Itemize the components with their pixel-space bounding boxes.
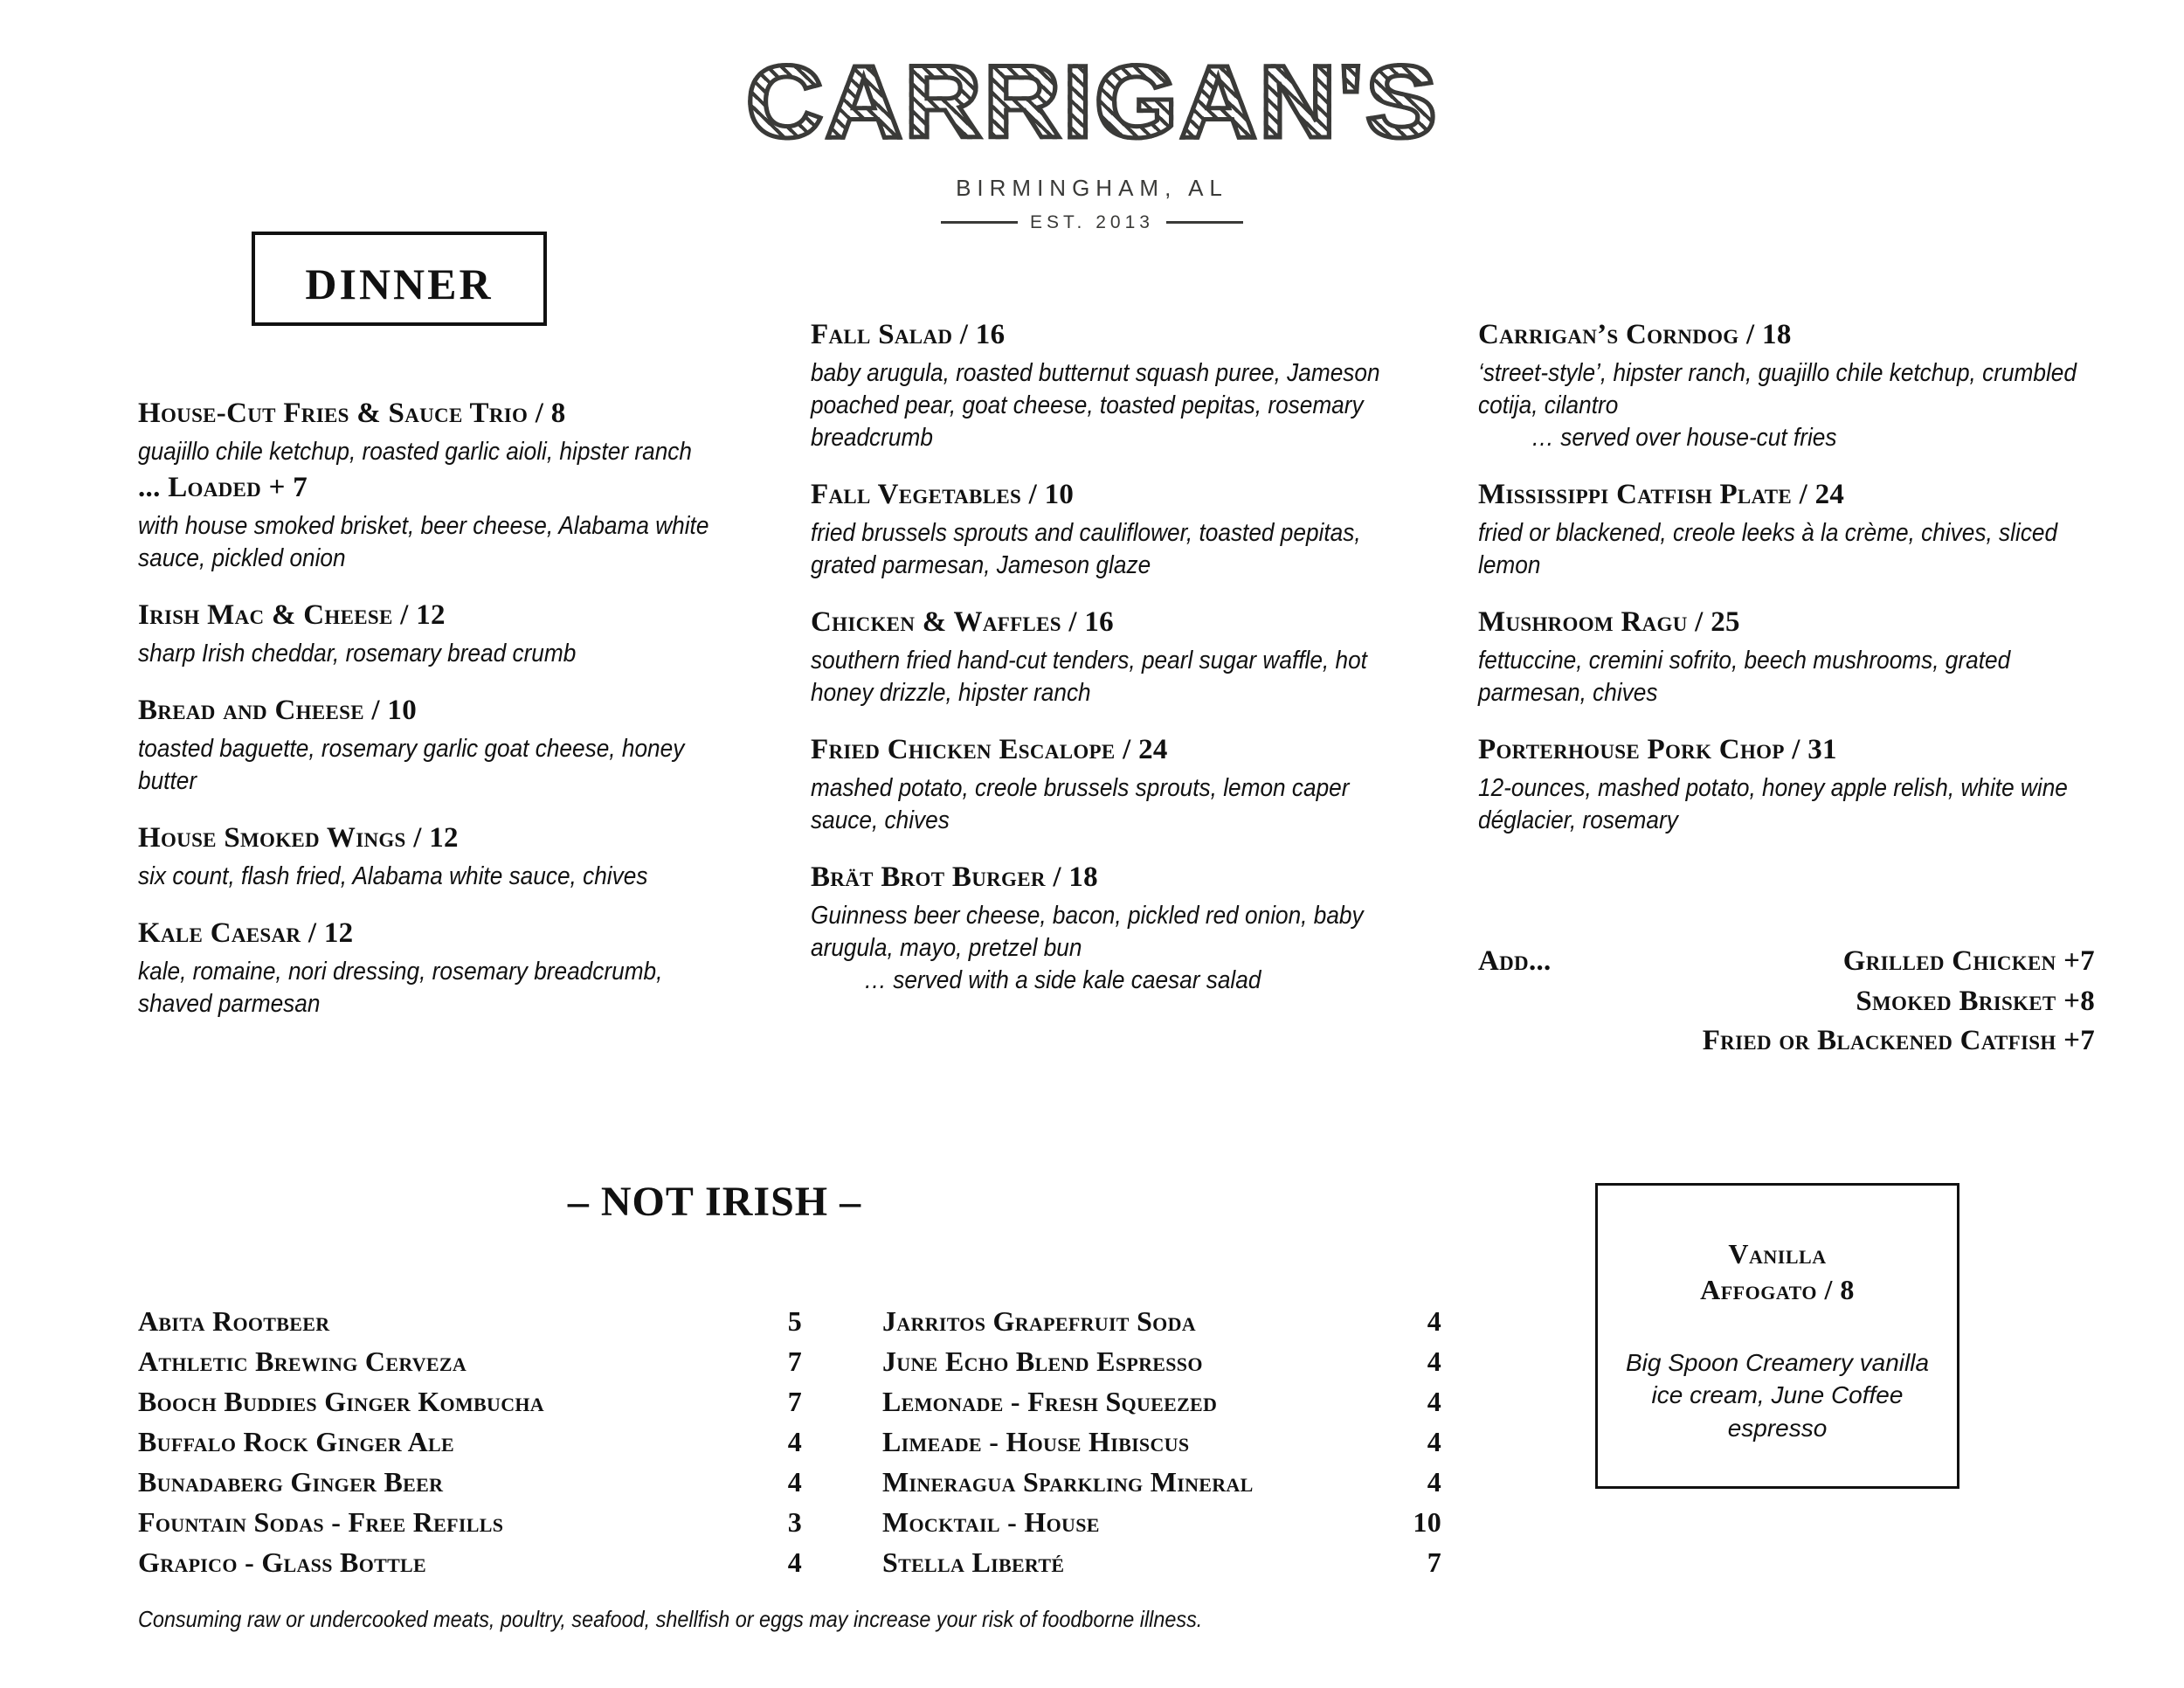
menu-item — [811, 734, 1387, 837]
drink-price: 10 — [1413, 1506, 1441, 1539]
drink-row — [882, 1462, 1441, 1502]
drink-price: 7 — [787, 1346, 802, 1378]
menu-column-right — [1478, 319, 2090, 837]
drink-name: Jarritos Grapefruit Soda — [882, 1305, 1196, 1337]
logo-established-row — [0, 212, 2184, 233]
addon-item: Fried or Blackened Catfish +7 — [1702, 1025, 2095, 1057]
dinner-label: DINNER — [305, 259, 494, 308]
drink-row — [138, 1462, 802, 1502]
menu-item-description: fried brussels sprouts and cauliflower, toasted pepitas, grated parmesan, Jameson glaze — [811, 519, 1361, 580]
menu-item-title: Kale Caesar / 12 — [138, 917, 354, 950]
menu-item — [138, 822, 741, 893]
drink-row — [138, 1381, 802, 1422]
addons-section — [1478, 942, 2095, 1062]
drink-row — [138, 1422, 802, 1462]
drink-price: 3 — [787, 1506, 802, 1539]
drink-name: Mocktail - House — [882, 1506, 1100, 1539]
drink-price: 7 — [787, 1386, 802, 1418]
menu-item-description: baby arugula, roasted butternut squash puree, Jameson poached pear, goat cheese, toasted pepitas, rosemary breadcrumb — [811, 358, 1380, 453]
drink-name: June Echo Blend Espresso — [882, 1346, 1203, 1378]
logo-wordmark: CARRIGAN'S — [745, 45, 1439, 160]
menu-item-description — [1478, 357, 2090, 454]
menu-item-description-main: ‘street-style’, hipster ranch, guajillo chile ketchup, crumbled cotija, cilantro — [1478, 358, 2077, 419]
drink-name: Bunadaberg Ginger Beer — [138, 1466, 444, 1498]
menu-item-description: six count, flash fried, Alabama white sauce, chives — [138, 862, 648, 891]
dinner-section-badge — [252, 232, 547, 326]
drink-name: Fountain Sodas - Free Refills — [138, 1506, 504, 1539]
menu-item-subtitle: ... Loaded + 7 — [138, 472, 308, 503]
drink-name: Mineragua Sparkling Mineral — [882, 1466, 1254, 1498]
drink-row — [138, 1542, 802, 1582]
menu-item-title: Porterhouse Pork Chop / 31 — [1478, 734, 1837, 766]
drink-price: 4 — [787, 1546, 802, 1579]
menu-item — [811, 319, 1387, 454]
drink-row — [882, 1381, 1441, 1422]
drink-name: Lemonade - Fresh Squeezed — [882, 1386, 1218, 1418]
menu-item-description: mashed potato, creole brussels sprouts, lemon caper sauce, chives — [811, 774, 1350, 835]
menu-item-sub-description: with house smoked brisket, beer cheese, Alabama white sauce, pickled onion — [138, 512, 709, 573]
menu-item-description-note: … served over house-cut fries — [1531, 424, 1837, 453]
menu-item-title: Carrigan’s Corndog / 18 — [1478, 319, 1792, 350]
menu-item-title: Chicken & Waffles / 16 — [811, 606, 1114, 639]
menu-item — [811, 606, 1387, 709]
menu-item-title: Bread and Cheese / 10 — [138, 695, 418, 727]
dessert-title-line2: Affogato / 8 — [1700, 1273, 1855, 1305]
menu-column-middle — [811, 319, 1387, 997]
menu-item-title: House Smoked Wings / 12 — [138, 822, 459, 854]
menu-item-title: Mushroom Ragu / 25 — [1478, 606, 1740, 639]
menu-item-description — [811, 900, 1387, 997]
menu-item — [138, 398, 741, 575]
menu-item — [1478, 606, 2090, 709]
drink-name: Abita Rootbeer — [138, 1305, 330, 1337]
menu-item — [811, 479, 1387, 582]
menu-item-description-main: Guinness beer cheese, bacon, pickled red onion, baby arugula, mayo, pretzel bun — [811, 902, 1364, 963]
menu-item-description: 12-ounces, mashed potato, honey apple relish, white wine déglacier, rosemary — [1478, 774, 2068, 835]
drink-name: Buffalo Rock Ginger Ale — [138, 1426, 454, 1458]
drink-price: 4 — [787, 1426, 802, 1458]
menu-item-description: guajillo chile ketchup, roasted garlic aioli, hipster ranch — [138, 437, 692, 466]
dessert-description: Big Spoon Creamery vanilla ice cream, June Coffee espresso — [1625, 1348, 1930, 1442]
menu-item-description: kale, romaine, nori dressing, rosemary breadcrumb, shaved parmesan — [138, 958, 663, 1019]
logo-established: EST. 2013 — [1030, 211, 1154, 232]
drink-row — [882, 1422, 1441, 1462]
addons-lead-label: Add... — [1478, 945, 1552, 977]
menu-item-title: Brät Brot Burger / 18 — [811, 861, 1098, 894]
dessert-callout-box — [1595, 1183, 1959, 1489]
drink-price: 7 — [1427, 1546, 1441, 1579]
menu-item — [138, 695, 741, 798]
drink-price: 4 — [1427, 1426, 1441, 1458]
drink-row — [882, 1502, 1441, 1542]
drink-row — [882, 1341, 1441, 1381]
menu-item — [138, 917, 741, 1020]
drinks-list-right — [882, 1301, 1441, 1583]
drink-row — [882, 1542, 1441, 1582]
menu-item-description: sharp Irish cheddar, rosemary bread crumb — [138, 640, 577, 668]
drink-row — [882, 1301, 1441, 1341]
menu-item-title: House-Cut Fries & Sauce Trio / 8 — [138, 398, 566, 429]
menu-item-title: Irish Mac & Cheese / 12 — [138, 599, 446, 632]
drink-name: Booch Buddies Ginger Kombucha — [138, 1386, 544, 1418]
menu-item-title: Mississippi Catfish Plate / 24 — [1478, 479, 1845, 511]
drink-name: Limeade - House Hibiscus — [882, 1426, 1190, 1458]
restaurant-logo — [0, 45, 2184, 233]
logo-city: BIRMINGHAM, AL — [956, 174, 1228, 201]
drink-price: 4 — [1427, 1466, 1441, 1498]
drink-row — [138, 1502, 802, 1542]
allergen-disclaimer: Consuming raw or undercooked meats, poultry, seafood, shellfish or eggs may increase your risk of foodborne illness. — [138, 1606, 1203, 1632]
dessert-title-line1: Vanilla — [1728, 1238, 1827, 1269]
menu-item-description: southern fried hand-cut tenders, pearl sugar waffle, hot honey drizzle, hipster ranch — [811, 647, 1367, 708]
addon-item: Smoked Brisket +8 — [1856, 985, 2095, 1017]
menu-item-description: fried or blackened, creole leeks à la crème, chives, sliced lemon — [1478, 519, 2058, 580]
drink-row — [138, 1301, 802, 1341]
drink-price: 4 — [1427, 1386, 1441, 1418]
drink-row — [138, 1341, 802, 1381]
drink-name: Grapico - Glass Bottle — [138, 1546, 426, 1579]
drink-price: 4 — [787, 1466, 802, 1498]
menu-item-title: Fried Chicken Escalope / 24 — [811, 734, 1168, 766]
drink-price: 4 — [1427, 1346, 1441, 1378]
menu-item — [811, 861, 1387, 997]
drink-name: Stella Liberté — [882, 1546, 1065, 1579]
menu-item — [1478, 479, 2090, 582]
menu-item-title: Fall Salad / 16 — [811, 319, 1006, 350]
drinks-list-left — [138, 1301, 802, 1583]
drink-name: Athletic Brewing Cerveza — [138, 1346, 467, 1378]
addon-item: Grilled Chicken +7 — [1842, 945, 2095, 977]
drink-price: 5 — [787, 1305, 802, 1337]
menu-item-description: toasted baguette, rosemary garlic goat cheese, honey butter — [138, 735, 685, 796]
rule-right-decoration — [1166, 221, 1243, 224]
drink-price: 4 — [1427, 1305, 1441, 1337]
menu-item-title: Fall Vegetables / 10 — [811, 479, 1075, 511]
not-irish-heading: – NOT IRISH – — [567, 1179, 862, 1225]
rule-left-decoration — [941, 221, 1018, 224]
menu-column-left — [138, 398, 741, 1020]
menu-item — [1478, 734, 2090, 837]
menu-item-description: fettuccine, cremini sofrito, beech mushrooms, grated parmesan, chives — [1478, 647, 2011, 708]
menu-item — [1478, 319, 2090, 454]
menu-item — [138, 599, 741, 670]
menu-item-description-note: … served with a side kale caesar salad — [863, 966, 1261, 995]
